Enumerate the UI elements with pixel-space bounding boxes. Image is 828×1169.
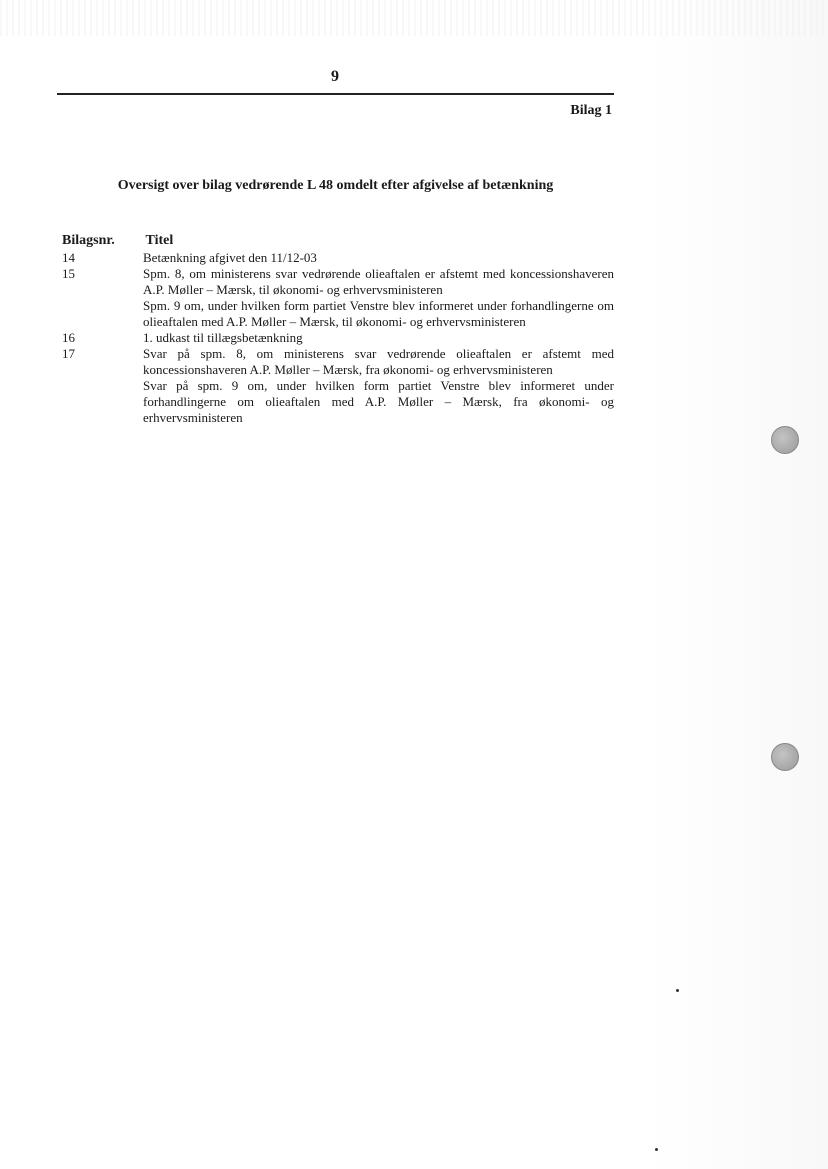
row-title-line: Spm. 9 om, under hvilken form partiet Venstre blev informeret under forhandlingerne om olieaftalen med A.P. Møller – Mærsk, til økonomi- og erhvervsministeren <box>143 298 614 329</box>
row-title <box>143 266 614 330</box>
row-title <box>143 330 614 346</box>
page-number: 9 <box>331 68 339 85</box>
row-title-line: Svar på spm. 8, om ministerens svar vedrørende olieaftalen er afstemt med koncessionshaveren A.P. Møller – Mærsk, fra økonomi- og erhvervsministeren <box>143 346 614 377</box>
row-title-line: Betænkning afgivet den 11/12-03 <box>143 250 317 265</box>
punch-hole-lower <box>771 743 799 771</box>
row-number: 15 <box>62 266 75 281</box>
scan-shadow-edge <box>648 0 828 1169</box>
table-row <box>62 250 622 266</box>
punch-hole-upper <box>771 426 799 454</box>
column-header-title: Titel <box>145 233 174 248</box>
table-row <box>62 266 622 330</box>
row-title-line: Svar på spm. 9 om, under hvilken form partiet Venstre blev informeret under forhandlingerne om olieaftalen med A.P. Møller – Mærsk, fra økonomi- og erhvervsministeren <box>143 378 614 425</box>
table-row <box>62 346 622 426</box>
row-title <box>143 346 614 426</box>
table-row <box>62 330 622 346</box>
header-rule <box>57 93 614 95</box>
row-number: 16 <box>62 330 75 345</box>
bilag-label: Bilag 1 <box>570 103 612 118</box>
table-header <box>62 233 622 249</box>
scan-noise-top <box>0 0 828 36</box>
bilag-list <box>62 250 622 426</box>
scan-speck <box>676 989 679 992</box>
scan-speck <box>655 1148 658 1151</box>
column-header-number: Bilagsnr. <box>62 233 115 248</box>
document-title: Oversigt over bilag vedrørende L 48 omdelt efter afgivelse af betænkning <box>117 178 554 193</box>
row-title <box>143 250 614 266</box>
row-number: 17 <box>62 346 75 361</box>
row-title-line: Spm. 8, om ministerens svar vedrørende olieaftalen er afstemt med koncessionshaveren A.P. Møller – Mærsk, til økonomi- og erhvervsministeren <box>143 266 614 297</box>
row-title-line: 1. udkast til tillægsbetænkning <box>143 330 303 345</box>
row-number: 14 <box>62 250 75 265</box>
